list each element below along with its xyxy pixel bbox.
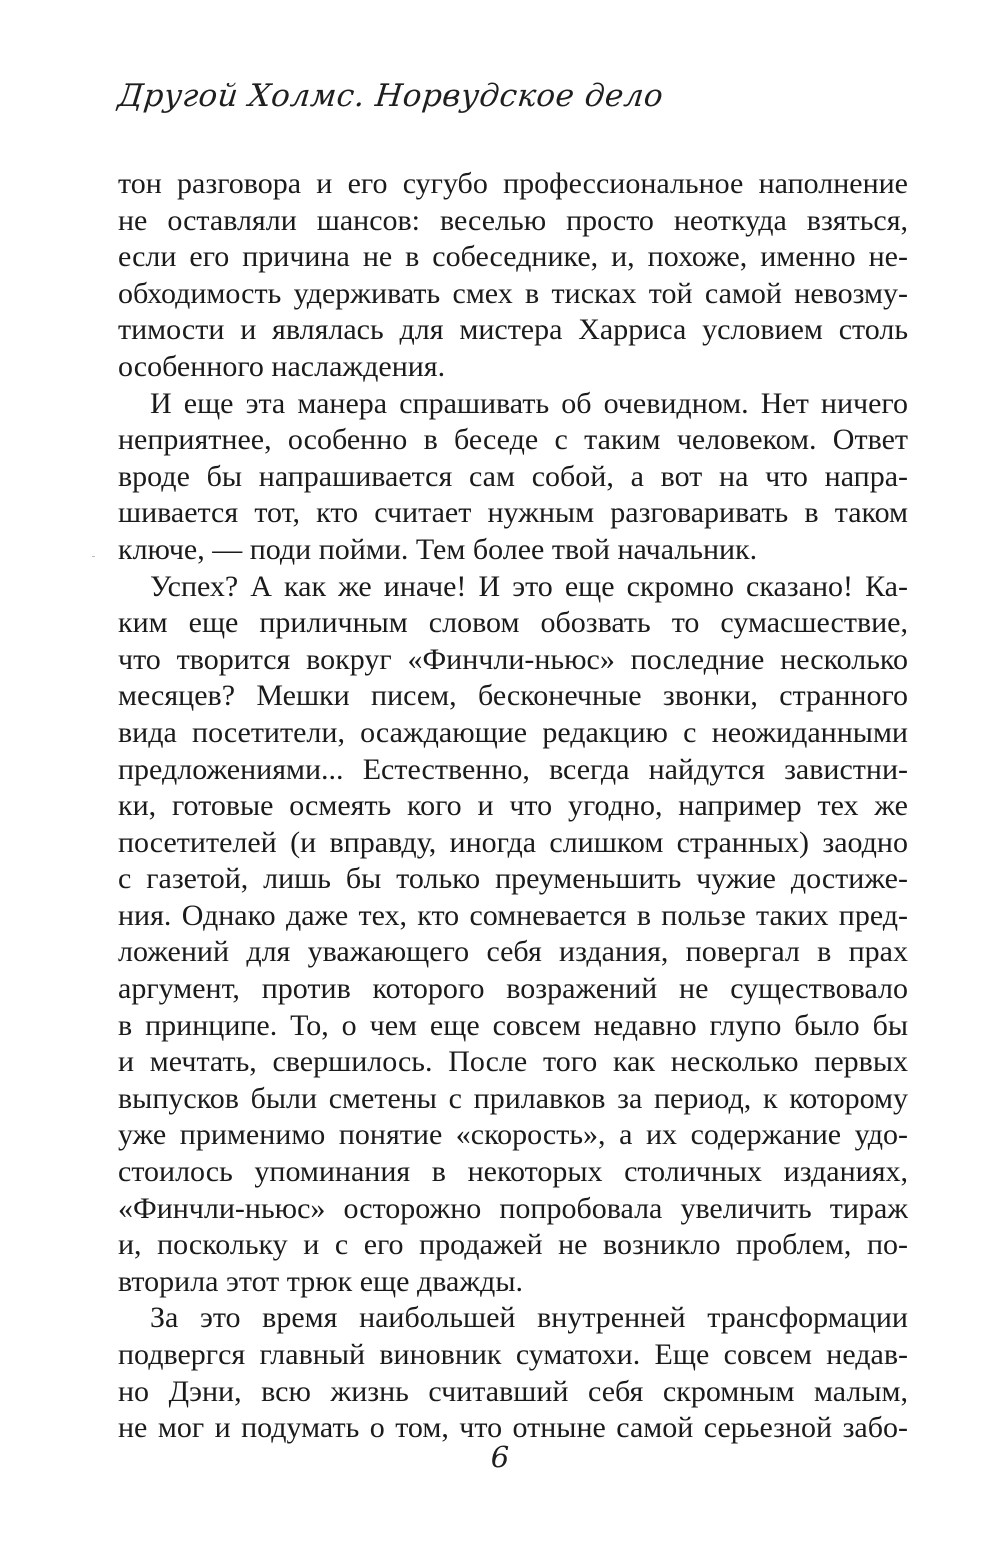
text-line: ложений для уважающего себя издания, повергал в прах bbox=[118, 935, 908, 969]
text-line: ким еще приличным словом обозвать то сумасшествие, bbox=[118, 606, 908, 640]
text-line: но Дэни, всю жизнь считавший себя скромным малым, bbox=[118, 1374, 908, 1408]
text-line: и, поскольку и с его продажей не возникло проблем, по- bbox=[118, 1228, 908, 1262]
text-line: не оставляли шансов: веселью просто неоткуда взяться, bbox=[118, 203, 908, 237]
text-line: что творится вокруг «Финчли-ньюс» последние несколько bbox=[118, 642, 908, 676]
text-line: посетителей (и вправду, иногда слишком странных) заодно bbox=[118, 825, 908, 859]
text-line: тон разговора и его сугубо профессиональное наполнение bbox=[118, 167, 908, 200]
text-line: ключе, — поди пойми. Тем более твой начальник. bbox=[118, 532, 758, 566]
text-line: шивается тот, кто считает нужным разговаривать в таком bbox=[118, 496, 908, 530]
text-line: в принципе. То, о чем еще совсем недавно глупо было бы bbox=[118, 1008, 908, 1042]
text-line: «Финчли-ньюс» осторожно попробовала увеличить тираж bbox=[118, 1191, 908, 1225]
text-line: вроде бы напрашивается сам собой, а вот на что напра- bbox=[118, 459, 908, 493]
text-line: предложениями... Естественно, всегда найдутся завистни- bbox=[118, 752, 908, 786]
text-line: стоилось упоминания в некоторых столичных изданиях, bbox=[118, 1155, 908, 1189]
text-line: обходимость удерживать смех в тисках той самой невозму- bbox=[118, 276, 908, 310]
text-line: если его причина не в собеседнике, и, похоже, именно не- bbox=[118, 240, 908, 274]
running-header-title: Другой Холмс. Норвудское дело bbox=[116, 78, 666, 114]
text-line: ния. Однако даже тех, кто сомневается в пользе таких пред- bbox=[118, 898, 908, 932]
text-line: выпусков были сметены с прилавков за период, к которому bbox=[118, 1081, 908, 1115]
body-text bbox=[118, 166, 908, 1447]
text-line: ки, готовые осмеять кого и что угодно, например тех же bbox=[118, 789, 908, 823]
text-line: тимости и являлась для мистера Харриса условием столь bbox=[118, 313, 908, 347]
page-number: 6 bbox=[490, 1440, 510, 1474]
text-line: вида посетители, осаждающие редакцию с неожиданными bbox=[118, 715, 908, 749]
text-line: уже применимо понятие «скорость», а их содержание удо- bbox=[118, 1118, 908, 1152]
text-line: не мог и подумать о том, что отныне самой серьезной забо- bbox=[118, 1411, 908, 1445]
text-line: И еще эта манера спрашивать об очевидном. Нет ничего bbox=[150, 386, 908, 420]
text-line: аргумент, против которого возражений не существовало bbox=[118, 972, 908, 1006]
text-line: вторила этот трюк еще дважды. bbox=[118, 1264, 523, 1298]
text-line: особенного наслаждения. bbox=[118, 349, 446, 383]
margin-mark bbox=[92, 556, 95, 557]
text-line: и мечтать, свершилось. После того как несколько первых bbox=[118, 1045, 908, 1079]
text-line: За это время наибольшей внутренней трансформации bbox=[150, 1301, 908, 1335]
text-line: неприятнее, особенно в беседе с таким человеком. Ответ bbox=[118, 423, 908, 457]
text-line: подвергся главный виновник суматохи. Еще совсем недав- bbox=[118, 1338, 908, 1371]
text-line: с газетой, лишь бы только преуменьшить чужие достиже- bbox=[118, 862, 908, 896]
text-line: Успех? А как же иначе! И это еще скромно сказано! Ка- bbox=[150, 569, 908, 603]
text-line: месяцев? Мешки писем, бесконечные звонки, странного bbox=[118, 679, 908, 713]
